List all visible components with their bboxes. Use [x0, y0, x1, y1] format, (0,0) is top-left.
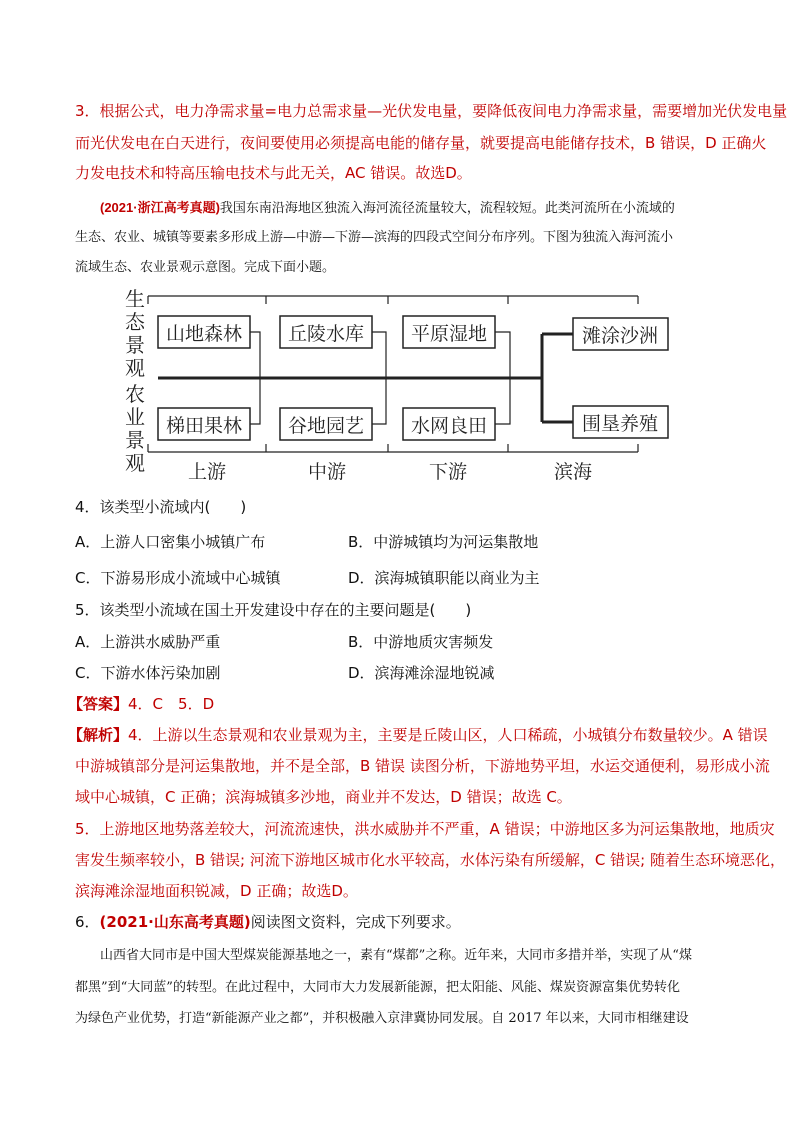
segment-coastal: 滨海	[553, 461, 593, 483]
landscape-diagram	[118, 286, 678, 486]
q3-explanation-line-3: 力发电技术和特高压输电技术与此无关，AC 错误。故选D。	[75, 164, 472, 182]
analysis-tag: 【解析】	[68, 726, 129, 744]
segment-midstream: 中游	[307, 461, 347, 483]
analysis-line-2: 中游城镇部分是河运集散地，并不是全部，B 错误 读图分析，下游地势平坦，水运交通便利，易形成小流	[75, 757, 770, 775]
analysis-line-1	[68, 726, 768, 744]
q4-option-c: C．下游易形成小流域中心城镇	[75, 569, 281, 587]
analysis-line-4: 5．上游地区地势落差较大，河流流速快，洪水威胁并不严重，A 错误；中游地区多为河运集散地，地质灾	[75, 820, 775, 838]
box-water-network-farmland: 水网良田	[410, 415, 488, 437]
passage-2-line-1: 山西省大同市是中国大型煤炭能源基地之一，素有“煤都”之称。近年来，大同市多措并举，实现了从“煤	[100, 948, 692, 963]
q6-number: 6．	[75, 913, 100, 931]
q6-text: 阅读图文资料，完成下列要求。	[250, 913, 461, 931]
analysis-text-1: 4．上游以生态景观和农业景观为主，主要是丘陵山区，人口稀疏，小城镇分布数量较少。A 错误	[128, 726, 768, 744]
passage-1-line-1	[100, 199, 675, 218]
passage-1-text-1: 我国东南沿海地区独流入海河流径流量较大，流程较短。此类河流所在小流域的	[219, 201, 675, 216]
answer-text: 4．C 5．D	[128, 695, 215, 713]
q5-option-d: D．滨海滩涂湿地锐减	[348, 664, 495, 682]
segment-downstream: 下游	[428, 461, 468, 483]
box-mountain-forest: 山地森林	[165, 323, 243, 345]
answer-tag: 【答案】	[68, 695, 129, 713]
q5-option-a: A．上游洪水威胁严重	[75, 633, 221, 651]
q5-option-b: B．中游地质灾害频发	[348, 633, 494, 651]
q6-line	[75, 913, 461, 931]
box-reclamation-aquaculture: 围垦养殖	[581, 413, 659, 435]
q4-option-b: B．中游城镇均为河运集散地	[348, 533, 539, 551]
row-label-bottom-char-4: 观	[125, 451, 145, 475]
q3-explanation-line-1: 3．根据公式，电力净需求量=电力总需求量—光伏发电量，要降低夜间电力净需求量，需要增加光伏发电量	[75, 102, 788, 120]
analysis-line-5: 害发生频率较小，B 错误; 河流下游地区城市化水平较高，水体污染有所缓解，C 错误; 随着生态环境恶化，	[75, 851, 785, 869]
q3-explanation-line-2: 而光伏发电在白天进行，夜间要使用必须提高电能的储存量，就要提高电能储存技术，B 错误，D 正确火	[75, 134, 767, 152]
box-plain-wetland: 平原湿地	[410, 323, 488, 345]
q5-option-c: C．下游水体污染加剧	[75, 664, 221, 682]
passage-1-source: (2021·浙江高考真题)	[100, 200, 220, 215]
q4-option-d: D．滨海城镇职能以商业为主	[348, 569, 540, 587]
row-label-top-char-2: 态	[125, 310, 145, 334]
passage-1-line-2: 生态、农业、城镇等要素多形成上游—中游—下游—滨海的四段式空间分布序列。下图为独流入海河流小	[75, 230, 674, 245]
row-label-bottom-char-3: 景	[125, 428, 145, 452]
row-label-bottom-char-1: 农	[125, 382, 145, 406]
passage-1-line-3: 流域生态、农业景观示意图。完成下面小题。	[75, 260, 336, 275]
passage-2-line-3: 为绿色产业优势，打造“新能源产业之都”，并积极融入京津冀协同发展。自 2017 年以来，大同市相继建设	[75, 1011, 689, 1026]
row-label-top-char-4: 观	[125, 356, 145, 380]
q4-stem: 4．该类型小流域内( )	[75, 498, 247, 516]
passage-2-line-2: 都黑”到“大同蓝”的转型。在此过程中，大同市大力发展新能源，把太阳能、风能、煤炭资源富集优势转化	[75, 980, 680, 995]
row-label-bottom-char-2: 业	[125, 405, 145, 429]
analysis-line-3: 域中心城镇，C 正确；滨海城镇多沙地，商业并不发达，D 错误；故选 C。	[75, 788, 572, 806]
answer-line	[68, 695, 214, 713]
box-valley-horticulture: 谷地园艺	[287, 415, 365, 437]
q5-stem: 5．该类型小流域在国土开发建设中存在的主要问题是( )	[75, 601, 472, 619]
segment-upstream: 上游	[187, 461, 227, 483]
box-hill-reservoir: 丘陵水库	[287, 323, 365, 345]
analysis-line-6: 滨海滩涂湿地面积锐减，D 正确；故选D。	[75, 882, 358, 900]
box-tidal-flat-sandbar: 滩涂沙洲	[581, 325, 659, 347]
row-label-top-char-3: 景	[125, 333, 145, 357]
box-terrace-orchard: 梯田果林	[165, 415, 243, 437]
q4-option-a: A．上游人口密集小城镇广布	[75, 533, 266, 551]
q6-source: (2021·山东高考真题)	[99, 913, 251, 931]
row-label-top-char-1: 生	[125, 287, 145, 311]
